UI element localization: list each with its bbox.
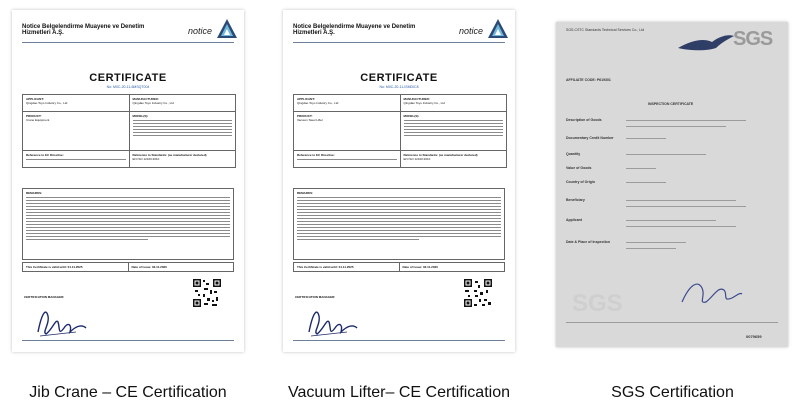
footer-divider: [293, 340, 505, 341]
notice-logo-icon: [487, 18, 509, 40]
caption-jib-crane: Jib Crane – CE Certification: [29, 384, 227, 401]
bird-emblem-icon: [676, 30, 736, 60]
product-label: PRODUCT:: [26, 114, 42, 118]
certificate-heading: INSPECTION CERTIFICATE: [648, 102, 694, 106]
sgs-logo: SGS: [733, 28, 773, 50]
certificate-title: CERTIFICATE: [360, 72, 438, 84]
remarks-box: [293, 188, 505, 260]
standards-value: EN ISO 12100:2010: [403, 157, 431, 161]
certificate-number: No: M0C-20-11-ISMDIC8: [379, 85, 419, 89]
notice-logo-icon: [216, 18, 238, 40]
field-value-line: [626, 200, 736, 201]
certification-manager-label: CERTIFICATION MANAGER:: [24, 295, 65, 299]
sgs-certificate: [556, 22, 788, 347]
field-label: Date & Place of Inspection: [566, 240, 610, 244]
details-table: [293, 94, 507, 168]
applicant-label: APPLICANT:: [26, 97, 44, 101]
issue-date-text: Date of Issue: 02.11.2020: [399, 263, 505, 271]
caption-sgs: SGS Certification: [611, 384, 734, 401]
validity-row: [22, 262, 234, 272]
models-label: MODEL(S):: [132, 114, 149, 118]
standards-label: Reference to Standards: (as manufacturer declared): [403, 153, 478, 157]
field-value-line: [626, 220, 716, 221]
sgs-watermark-stamp: SGS: [572, 290, 623, 317]
details-table: [22, 94, 236, 168]
remarks-label: REMARKS:: [297, 191, 314, 195]
reference-label: Reference to EC Directive:: [26, 153, 64, 157]
field-value-line: [626, 168, 656, 169]
manufacturer-value: Qingdao Toyo Industry Co., Ltd: [403, 101, 445, 105]
notice-logo: notice: [188, 26, 213, 36]
remarks-box: [22, 188, 234, 260]
field-label: Documentary Credit Number: [566, 136, 614, 140]
serial-number: 0079659: [746, 334, 762, 339]
certificate-title: CERTIFICATE: [89, 72, 167, 84]
field-value-line: [626, 248, 676, 249]
field-value-line: [626, 120, 746, 121]
affiliate-code: AFFILIATE CODE: P619301: [566, 78, 611, 82]
field-value-line: [626, 242, 686, 243]
qr-code-icon: [463, 278, 493, 308]
signature-image: [676, 272, 746, 312]
applicant-value: Qingdao Toyo Industry Co., Ltd: [26, 101, 68, 105]
models-label: MODEL(S):: [403, 114, 420, 118]
footer-divider: [566, 322, 778, 323]
product-value: Crane Equipment: [26, 118, 50, 122]
field-label: Quantity: [566, 152, 581, 156]
sgs-company-line: SGS-CSTC Standards Technical Services Co., Ltd: [566, 28, 645, 32]
issue-date-text: Date of Issue: 02.11.2020: [128, 263, 234, 271]
signature-image: [32, 302, 92, 342]
qr-code-icon: [192, 278, 222, 308]
footer-divider: [22, 340, 234, 341]
applicant-value: Qingdao Toyo Industry Co., Ltd: [297, 101, 339, 105]
standards-label: Reference to Standards: (as manufacturer declared): [132, 153, 207, 157]
applicant-label: APPLICANT:: [297, 97, 315, 101]
validity-row: [293, 262, 505, 272]
field-value-line: [626, 126, 726, 127]
issuer-name: Notice Belgelendirme Muayene ve Denetim Hizmetleri A.Ş.: [22, 24, 145, 36]
field-value-line: [626, 182, 666, 183]
certification-manager-label: CERTIFICATION MANAGER:: [295, 295, 336, 299]
ce-certificate-jib-crane: [12, 10, 244, 352]
product-label: PRODUCT:: [297, 114, 313, 118]
field-label: Country of Origin: [566, 180, 595, 184]
field-label: Value of Goods: [566, 166, 592, 170]
reference-label: Reference to EC Directive:: [297, 153, 335, 157]
product-value: Vacuum Steel Lifter: [297, 118, 323, 122]
manufacturer-value: Qingdao Toyo Industry Co., Ltd: [132, 101, 174, 105]
field-label: Description of Goods: [566, 118, 602, 122]
issuer-name: Notice Belgelendirme Muayene ve Denetim Hizmetleri A.Ş.: [293, 24, 416, 36]
validity-text: This Certificate is valid until: 01.11.2025: [26, 265, 83, 269]
notice-logo: notice: [459, 26, 484, 36]
remarks-label: REMARKS:: [26, 191, 43, 195]
field-label: Applicant: [566, 218, 582, 222]
validity-text: This Certificate is valid until: 01.11.2025: [297, 265, 354, 269]
field-value-line: [626, 154, 706, 155]
field-value-line: [626, 226, 736, 227]
header-divider: [22, 42, 234, 43]
manufacturer-label: MANUFACTURER:: [132, 97, 159, 101]
manufacturer-label: MANUFACTURER:: [403, 97, 430, 101]
field-value-line: [626, 138, 666, 139]
field-label: Beneficiary: [566, 198, 585, 202]
signature-image: [303, 302, 363, 342]
caption-vacuum-lifter: Vacuum Lifter– CE Certification: [287, 384, 510, 401]
standards-value: EN ISO 12100:2010: [132, 157, 160, 161]
field-value-line: [626, 206, 746, 207]
ce-certificate-vacuum-lifter: [283, 10, 515, 352]
certificate-number: No: M0C-20-11-6MSQT004: [106, 85, 150, 89]
header-divider: [293, 42, 505, 43]
